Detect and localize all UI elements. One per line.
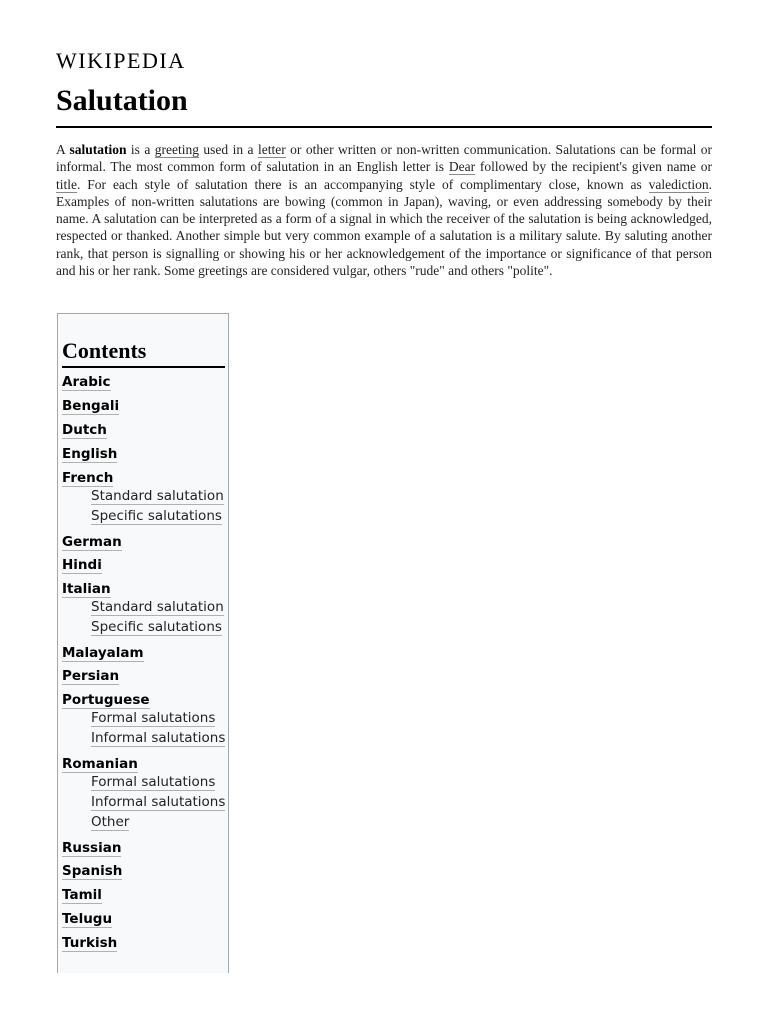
intro-text: A — [56, 142, 70, 157]
toc-subitem[interactable]: Formal salutations — [91, 774, 216, 790]
toc-item[interactable]: Arabic — [62, 374, 111, 390]
toc-subitem[interactable]: Standard salutation — [91, 599, 224, 615]
toc-subitem[interactable]: Standard salutation — [91, 488, 224, 504]
wikipedia-logo[interactable]: WIKIPEDIA — [56, 48, 186, 73]
intro-text: . Examples of non-written salutations are bowing (common in Japan), waving, or even addressing somebody by their name. A salutation can be interpreted as a form of a signal in which the receiver of the salutation is being acknowledged, respected or thanked. Another simple but very common example of a salutation is a military salute. By saluting another rank, that person is signalling or showing his or her acknowledgement of the importance or significance of that person and his or her rank. Some greetings are considered vulgar, others "rude" and others "polite". — [56, 176, 712, 279]
toc-subitem[interactable]: Specific salutations — [91, 619, 222, 635]
toc-item[interactable]: Persian — [62, 668, 120, 684]
toc-item[interactable]: German — [62, 534, 122, 550]
link-valediction[interactable]: valediction — [648, 176, 709, 192]
toc-item[interactable]: Italian — [62, 581, 111, 597]
toc-subitem[interactable]: Informal salutations — [91, 794, 226, 810]
link-title[interactable]: title — [56, 176, 77, 192]
toc-item[interactable]: Telugu — [62, 911, 113, 927]
toc-item[interactable]: Dutch — [62, 422, 107, 438]
toc-item[interactable]: Tamil — [62, 887, 102, 903]
toc-item[interactable]: English — [62, 446, 118, 462]
intro-paragraph — [56, 141, 712, 279]
intro-text: is a — [126, 142, 155, 157]
toc-item[interactable]: French — [62, 470, 114, 486]
toc-title: Contents — [62, 338, 147, 363]
toc-item[interactable]: Bengali — [62, 398, 120, 414]
toc-item[interactable]: Romanian — [62, 756, 138, 772]
page-title: Salutation — [56, 84, 188, 117]
table-of-contents — [57, 313, 229, 973]
toc-item[interactable]: Hindi — [62, 557, 102, 573]
intro-text: or other written or non-written communication. Salutations can be formal or informal. The most common form of salutation in an English letter is — [56, 142, 712, 175]
link-dear[interactable]: Dear — [448, 159, 476, 175]
toc-item[interactable]: Spanish — [62, 863, 123, 879]
toc-subitem[interactable]: Specific salutations — [91, 508, 222, 524]
toc-item[interactable]: Russian — [62, 840, 122, 856]
intro-text: followed by the recipient's given name or — [475, 159, 712, 175]
toc-item[interactable]: Turkish — [62, 935, 118, 951]
intro-text: . For each style of salutation there is an accompanying style of complimentary close, known as — [77, 176, 649, 192]
title-divider — [56, 126, 712, 128]
toc-subitem[interactable]: Formal salutations — [91, 710, 216, 726]
toc-subitem[interactable]: Informal salutations — [91, 730, 226, 746]
toc-divider — [62, 366, 225, 368]
toc-subitem[interactable]: Other — [91, 814, 130, 830]
intro-text: used in a — [199, 142, 258, 157]
intro-bold-term: salutation — [69, 142, 127, 157]
toc-item[interactable]: Malayalam — [62, 645, 144, 661]
link-greeting[interactable]: greeting — [154, 142, 199, 157]
link-letter[interactable]: letter — [257, 142, 286, 157]
toc-item[interactable]: Portuguese — [62, 692, 150, 708]
